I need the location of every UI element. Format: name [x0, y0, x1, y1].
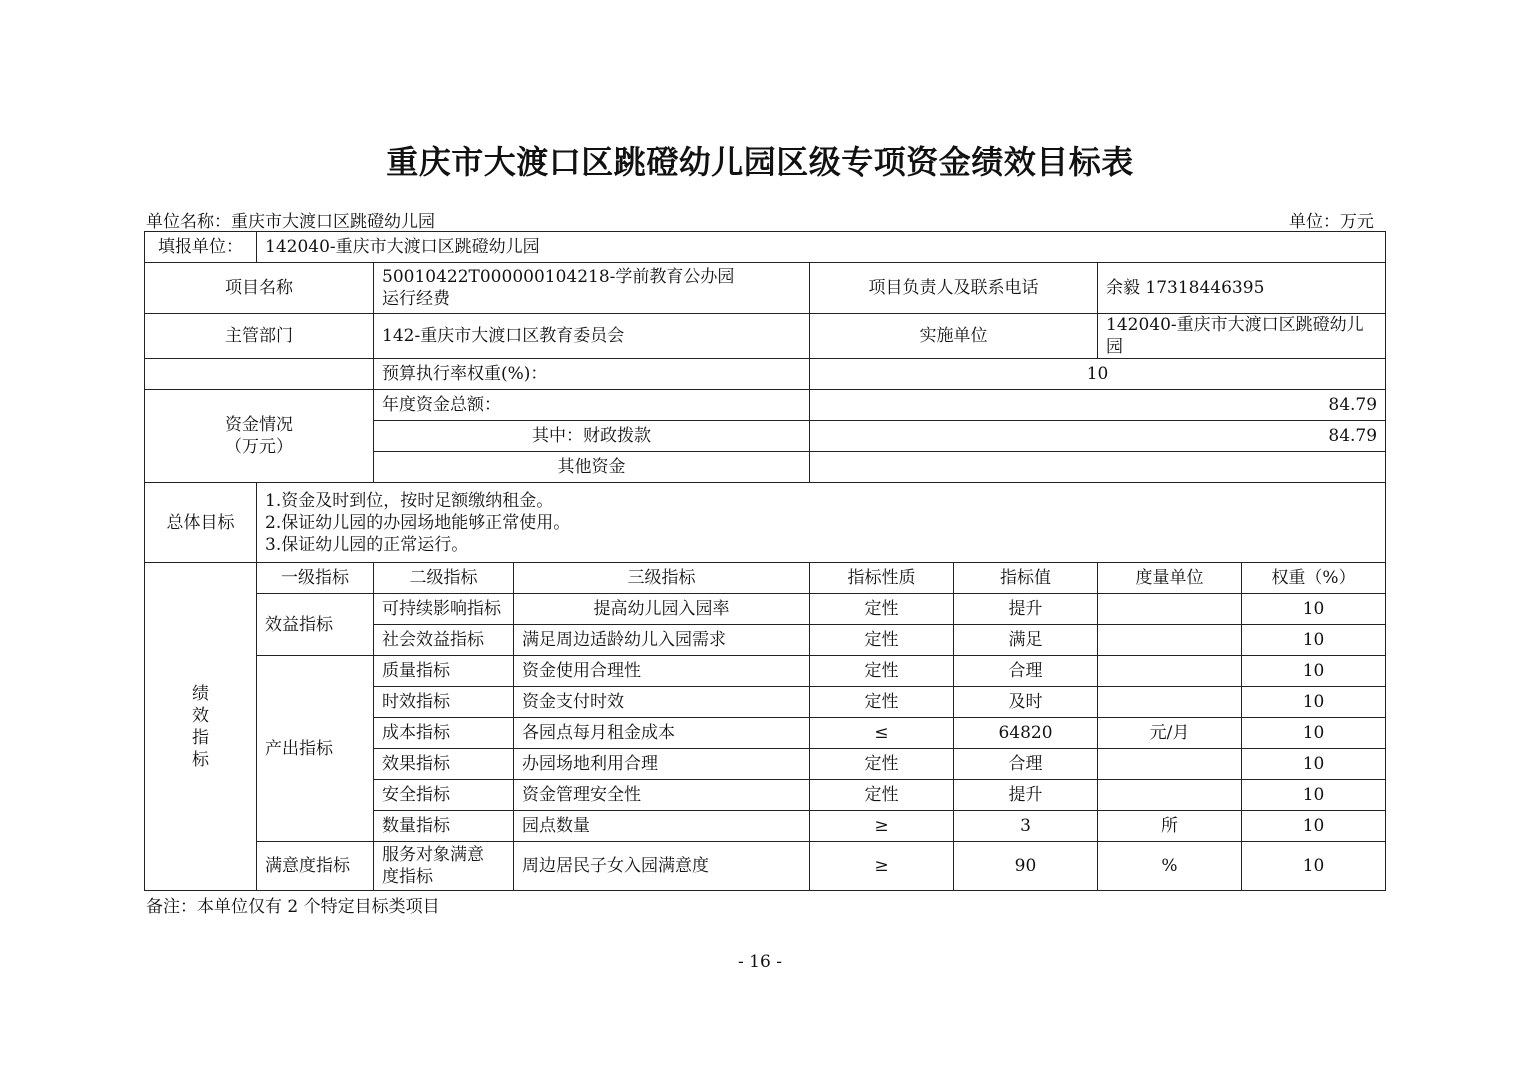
row-level2: 成本指标	[374, 718, 514, 749]
project-name-label: 项目名称	[145, 263, 374, 314]
other-funds-value	[810, 452, 1386, 483]
row-nature: 定性	[810, 656, 954, 687]
header-unit: 度量单位	[1098, 563, 1242, 594]
row-level2: 安全指标	[374, 780, 514, 811]
row-weight: 10	[1242, 687, 1386, 718]
row-value: 合理	[954, 656, 1098, 687]
row-unit	[1098, 594, 1242, 625]
row-unit	[1098, 749, 1242, 780]
contact-value: 余毅 17318446395	[1098, 263, 1386, 314]
row-nature: 定性	[810, 594, 954, 625]
row-level2: 时效指标	[374, 687, 514, 718]
row-unit: 元/月	[1098, 718, 1242, 749]
level1-output: 产出指标	[257, 656, 374, 842]
row-level3: 周边居民子女入园满意度	[514, 842, 810, 891]
row-unit	[1098, 656, 1242, 687]
row-weight: 10	[1242, 656, 1386, 687]
row-level3: 资金使用合理性	[514, 656, 810, 687]
row-unit	[1098, 625, 1242, 656]
row-level2: 效果指标	[374, 749, 514, 780]
row-level2: 可持续影响指标	[374, 594, 514, 625]
impl-value: 142040-重庆市大渡口区跳磴幼儿园	[1098, 314, 1386, 359]
row-weight: 10	[1242, 625, 1386, 656]
row-weight: 10	[1242, 718, 1386, 749]
page-number: - 16 -	[738, 952, 782, 972]
row-unit: %	[1098, 842, 1242, 891]
row-nature: 定性	[810, 625, 954, 656]
fiscal-value: 84.79	[810, 421, 1386, 452]
row-value: 提升	[954, 780, 1098, 811]
row-weight: 10	[1242, 749, 1386, 780]
fill-unit-row	[145, 232, 1386, 263]
row-level2: 社会效益指标	[374, 625, 514, 656]
row-value: 提升	[954, 594, 1098, 625]
level1-satisfaction: 满意度指标	[257, 842, 374, 891]
row-nature: ≥	[810, 842, 954, 891]
project-name-row	[145, 263, 1386, 314]
row-nature: 定性	[810, 687, 954, 718]
fill-unit-label: 填报单位：	[145, 232, 257, 263]
row-value: 及时	[954, 687, 1098, 718]
project-name-line-2: 运行经费	[382, 289, 450, 309]
funds-label	[145, 390, 374, 483]
row-unit	[1098, 687, 1242, 718]
table-row	[145, 594, 1386, 625]
header-weight: 权重（%）	[1242, 563, 1386, 594]
overall-goal-label: 总体目标	[145, 483, 257, 563]
row-level3: 资金管理安全性	[514, 780, 810, 811]
dept-value: 142-重庆市大渡口区教育委员会	[374, 314, 810, 359]
row-value: 3	[954, 811, 1098, 842]
indicator-header-row	[145, 563, 1386, 594]
row-nature: ≥	[810, 811, 954, 842]
goal-item: 3.保证幼儿园的正常运行。	[265, 534, 469, 555]
header-level2: 二级指标	[374, 563, 514, 594]
annual-total-label: 年度资金总额：	[374, 390, 810, 421]
annual-total-row	[145, 390, 1386, 421]
table-row	[145, 842, 1386, 891]
row-value: 满足	[954, 625, 1098, 656]
perf-label-char: 标	[192, 749, 209, 770]
fill-unit-value: 142040-重庆市大渡口区跳磴幼儿园	[257, 232, 1386, 263]
fiscal-label: 其中：财政拨款	[374, 421, 810, 452]
row-level3: 办园场地利用合理	[514, 749, 810, 780]
perf-label-char: 效	[192, 705, 209, 726]
level1-benefit: 效益指标	[257, 594, 374, 656]
annual-total-value: 84.79	[810, 390, 1386, 421]
impl-label: 实施单位	[810, 314, 1098, 359]
header-value: 指标值	[954, 563, 1098, 594]
currency-unit-label: 单位：万元	[1289, 212, 1374, 232]
row-weight: 10	[1242, 811, 1386, 842]
row-level2: 质量指标	[374, 656, 514, 687]
funds-label-line-2: （万元）	[225, 437, 293, 457]
row-value: 合理	[954, 749, 1098, 780]
table-row	[145, 656, 1386, 687]
row-level3: 满足周边适龄幼儿入园需求	[514, 625, 810, 656]
unit-name-label: 单位名称：重庆市大渡口区跳磴幼儿园	[146, 212, 435, 232]
row-unit	[1098, 780, 1242, 811]
funds-label-line-1: 资金情况	[225, 415, 293, 435]
row-weight: 10	[1242, 842, 1386, 891]
project-name-line-1: 50010422T000000104218-学前教育公办园	[382, 267, 735, 287]
footnote: 备注：本单位仅有 2 个特定目标类项目	[146, 897, 440, 917]
page-title: 重庆市大渡口区跳磴幼儿园区级专项资金绩效目标表	[386, 143, 1134, 181]
dept-row	[145, 314, 1386, 359]
row-value: 90	[954, 842, 1098, 891]
row-level3: 资金支付时效	[514, 687, 810, 718]
dept-label: 主管部门	[145, 314, 374, 359]
overall-goal-list	[257, 483, 1386, 563]
row-nature: 定性	[810, 780, 954, 811]
budget-rate-value: 10	[810, 359, 1386, 390]
budget-rate-label: 预算执行率权重(%)：	[374, 359, 810, 390]
row-level3: 园点数量	[514, 811, 810, 842]
row-weight: 10	[1242, 594, 1386, 625]
contact-label: 项目负责人及联系电话	[810, 263, 1098, 314]
header-nature: 指标性质	[810, 563, 954, 594]
performance-indicator-label	[145, 563, 257, 891]
goal-item: 2.保证幼儿园的办园场地能够正常使用。	[265, 512, 571, 533]
row-nature: ≤	[810, 718, 954, 749]
row-level2-line-2: 度指标	[382, 867, 433, 887]
row-level3: 各园点每月租金成本	[514, 718, 810, 749]
budget-rate-row	[145, 359, 1386, 390]
header-level1: 一级指标	[257, 563, 374, 594]
row-value: 64820	[954, 718, 1098, 749]
project-name-value	[374, 263, 810, 314]
row-nature: 定性	[810, 749, 954, 780]
overall-goal-row	[145, 483, 1386, 563]
row-level2: 数量指标	[374, 811, 514, 842]
header-level3: 三级指标	[514, 563, 810, 594]
row-level2	[374, 842, 514, 891]
row-level3: 提高幼儿园入园率	[514, 594, 810, 625]
perf-label-char: 指	[192, 727, 209, 748]
perf-label-char: 绩	[192, 683, 209, 704]
row-level2-line-1: 服务对象满意	[382, 845, 484, 865]
row-unit: 所	[1098, 811, 1242, 842]
performance-goal-table	[144, 231, 1386, 891]
row-weight: 10	[1242, 780, 1386, 811]
goal-item: 1.资金及时到位，按时足额缴纳租金。	[265, 490, 554, 511]
other-funds-label: 其他资金	[374, 452, 810, 483]
